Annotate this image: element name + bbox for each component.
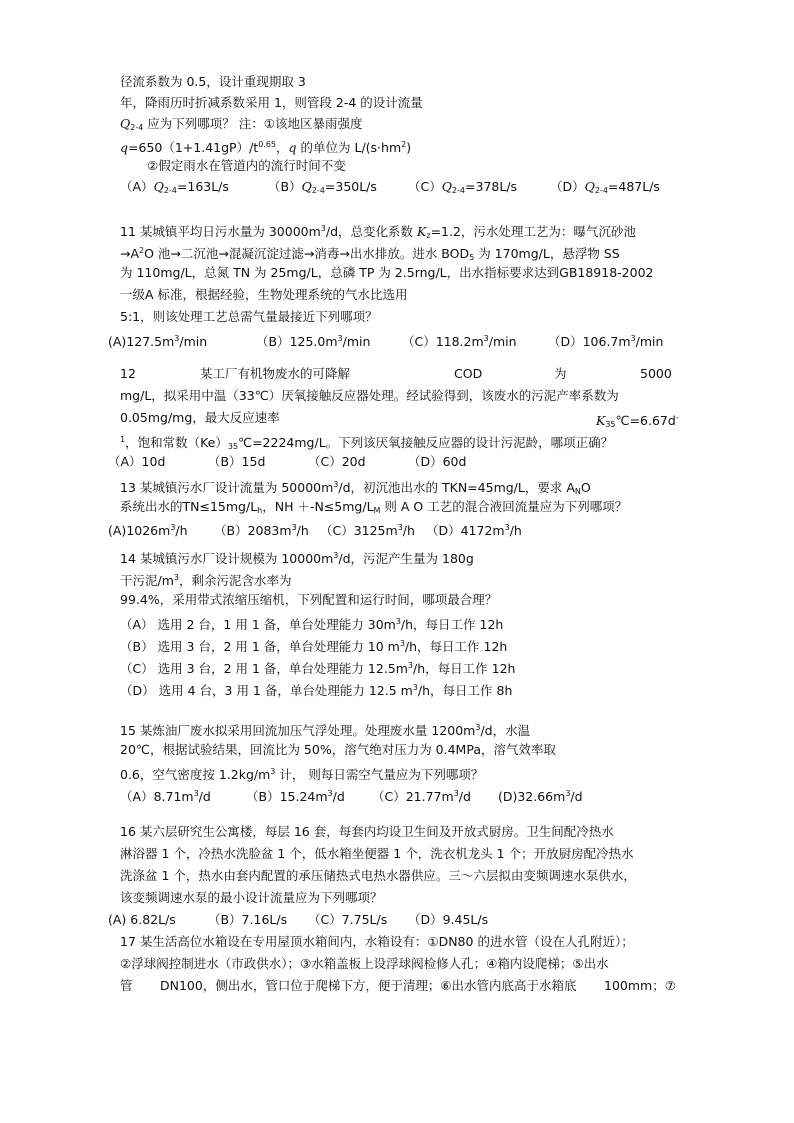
q15-option-c-label: （C） (371, 789, 406, 804)
q12-line-4 (120, 432, 613, 455)
q11-option-b-sup: 3 (337, 334, 343, 343)
q15-line-1-a: 15 某炼油厂废水拟采用回流加压气浮处理。处理废水量 1200m (120, 723, 476, 738)
q11-option-b-unit: /min (342, 334, 371, 349)
q13-option-d-unit: /h (509, 523, 522, 538)
q13-line-1-b: /d，初沉池出水的 TKN=45mg/L，要求 A (338, 480, 575, 495)
q14-line-2-a: 干污泥/m (120, 573, 174, 588)
q16-option-c: （C）7.75L/s (307, 912, 388, 927)
q12-k-symbol: K (596, 413, 606, 428)
q10-option-c-label: （C） (407, 179, 442, 194)
q11-k-symbol: K (417, 224, 427, 239)
q15-option-d-value: 32.66m (517, 789, 566, 804)
q10-option-a-value: =163L/s (176, 179, 229, 194)
q15-option-a-label: （A） (120, 789, 154, 804)
q11-option-a (108, 331, 252, 350)
q15-option-d-label: (D) (497, 789, 518, 804)
q14-line-2-sup: 3 (173, 573, 179, 582)
q15-option-c (372, 786, 494, 805)
q15-option-c-value: 21.77m (405, 789, 454, 804)
q10-option-c (408, 179, 546, 199)
q14-option-d-label: （D） (120, 683, 155, 698)
q15-option-b (246, 786, 368, 805)
q10-line-5: ②假定雨水在管道内的流行时间不变 (147, 158, 346, 173)
q12-option-a: （A）10d (108, 454, 166, 469)
q11-option-b-label: （B） (255, 334, 290, 349)
q11-line-2-b: O 池→二沉池→混凝沉淀过滤→消毒→出水排放。进水 BOD (144, 246, 470, 261)
q16-option-a: (A) 6.82L/s (108, 912, 176, 927)
q13-option-c-label: （C） (319, 523, 354, 538)
q11-line-1-c: =1.2，污水处理工艺为：曝气沉砂池 (430, 224, 636, 239)
q11-option-a-sup: 3 (174, 334, 180, 343)
q12-line-4-b: ℃=2224mg/L。下列该厌氧接触反应器的设计污泥龄，哪项正确？ (238, 435, 614, 450)
q13-option-c-value: 3125m (353, 523, 398, 538)
q12-line-2: mg/L，拟采用中温（33℃）厌氧接触反应器处理。经试验得到，该废水的污泥产率系数为 (120, 388, 619, 403)
q10-line-3 (120, 116, 362, 136)
q10-option-c-value: =378L/s (465, 179, 518, 194)
q14-option-c-label: （C） (120, 661, 154, 676)
q13-option-a-value: 1026m (126, 523, 171, 538)
q10-line-2: 年，降雨历时折减系数采用 1，则管段 2-4 的设计流量 (120, 95, 423, 110)
q15-line-3 (120, 764, 483, 783)
q11-option-c-value: 118.2m (435, 334, 484, 349)
q14-option-b-text: 选用 3 台，2 用 1 备，单台处理能力 10 m (153, 639, 400, 654)
q11-line-1-b: /d，总变化系数 (325, 224, 418, 239)
q11-line-2-sup: 2 (139, 246, 145, 255)
q13-option-b-value: 2083m (247, 523, 292, 538)
q11-option-c-unit: /min (488, 334, 517, 349)
q13-option-c (320, 520, 422, 539)
q10-formula-exponent: 0.65 (258, 140, 277, 149)
q14-option-c-sup: 3 (407, 661, 414, 670)
q10-q-symbol-2: q (288, 140, 297, 155)
q10-formula-comma: ， (276, 140, 289, 155)
q13-option-d-value: 4172m (460, 523, 505, 538)
q17-line-3-a: 管 (120, 978, 133, 993)
q15-option-d (498, 786, 583, 805)
q14-option-a-tail: /h，每日工作 12h (400, 617, 504, 632)
q13-line-1-sub: N (574, 487, 581, 496)
q15-line-3-a: 0.6，空气密度按 1.2kg/m (120, 767, 271, 782)
q11-option-b-value: 125.0m (289, 334, 338, 349)
q15-line-1 (120, 720, 530, 739)
q13-option-d (426, 520, 522, 539)
q15-option-a-value: 8.71m (153, 789, 194, 804)
q15-option-b-sup: 3 (327, 789, 333, 798)
q11-line-2-c: 为 170mg/L，悬浮物 SS (474, 246, 620, 261)
q12-line-4-a: ，饱和常数（Ke） (125, 435, 228, 450)
q10-option-b-symbol: Q (301, 179, 312, 194)
q10-flow-subscript: 2-4 (130, 123, 144, 132)
q14-line-2 (120, 570, 292, 589)
q16-line-2: 淋浴器 1 个，冷热水洗脸盆 1 个，低水箱坐便器 1 个，洗衣机龙头 1 个；开放厨房配冷热水 (120, 846, 634, 861)
q10-option-c-sub: 2-4 (451, 186, 466, 195)
q16-line-4: 该变频调速水泵的最小设计流量应为下列哪项？ (120, 890, 383, 905)
q14-line-2-b: ，剩余污泥含水率为 (178, 573, 292, 588)
q10-option-a (120, 179, 264, 199)
q17-line-2: ②浮球阀控制进水（市政供水）；③水箱盖板上设浮球阀检修人孔；④箱内设爬梯；⑤出水 (120, 956, 609, 971)
q13-option-c-unit: /h (402, 523, 415, 538)
q11-option-d-sup: 3 (630, 334, 636, 343)
q14-option-a-sup: 3 (395, 617, 401, 626)
q12-options (108, 454, 466, 470)
q13-line-2-c: 则 A O 工艺的混合液回流量应为下列哪项？ (380, 499, 628, 514)
q12-k-subscript: 35 (605, 420, 616, 429)
q14-line-1-a: 14 某城镇污水厂设计规模为 10000m (120, 551, 334, 566)
q14-option-b-label: （B） (120, 639, 154, 654)
q11-options (108, 331, 663, 350)
q11-k-subscript: z (426, 231, 431, 240)
q10-option-d-label: （D） (549, 179, 585, 194)
q11-option-a-unit: /min (179, 334, 208, 349)
q12-line-1-a: 某工厂有机物废水的可降解 (200, 366, 351, 381)
q11-option-c (402, 331, 544, 350)
q10-flow-symbol: Q (120, 116, 131, 131)
q17-line-3-b: DN100，侧出水，管口位于爬梯下方，便于清理；⑥出水管内底高于水箱底 (160, 978, 577, 993)
q12-line-3-a: 0.05mg/mg，最大反应速率 (120, 410, 280, 425)
q15-option-d-unit: /d (570, 789, 583, 804)
q12-option-b: （B）15d (207, 454, 266, 469)
q10-option-d-sub: 2-4 (594, 186, 608, 195)
q12-line-1-d: 5000 (640, 366, 672, 381)
q14-option-d-text: 选用 4 台，3 用 1 备，单台处理能力 12.5 m (154, 683, 413, 698)
q13-line-1-a: 13 某城镇污水厂设计流量为 50000m (120, 480, 334, 495)
q11-option-d (548, 331, 664, 350)
q16-options (108, 912, 488, 928)
q15-option-c-unit: /d (458, 789, 471, 804)
q11-line-2-a: →A (120, 246, 140, 261)
q15-option-a-unit: /d (198, 789, 211, 804)
q13-option-a-unit: /h (175, 523, 188, 538)
q13-option-a (108, 520, 210, 539)
q10-options (120, 179, 660, 199)
q13-line-2-b: ，NH ＋-N≤5mg/L (262, 499, 374, 514)
q15-option-c-sup: 3 (453, 789, 459, 798)
q13-option-d-label: （D） (425, 523, 461, 538)
q15-line-3-sup: 3 (270, 767, 276, 776)
q14-option-b-sup: 3 (399, 639, 405, 648)
q11-option-d-value: 106.7m (582, 334, 631, 349)
q14-option-a-text: 选用 2 台，1 用 1 备，单台处理能力 30m (153, 617, 396, 632)
q10-option-d (550, 179, 660, 199)
q13-line-1 (120, 477, 591, 500)
q15-option-b-value: 15.24m (279, 789, 328, 804)
q16-line-1: 16 某六层研究生公寓楼，每层 16 套，每套内均设卫生间及开放式厨房。卫生间配冷热水 (120, 824, 614, 839)
q12-k-value: ℃=6.67d (615, 413, 676, 428)
q10-option-d-value: =487L/s (607, 179, 660, 194)
q13-option-b (214, 520, 316, 539)
q10-option-d-symbol: Q (584, 179, 595, 194)
q10-q-symbol: q (120, 140, 129, 155)
q15-option-a (120, 786, 242, 805)
q10-line-1: 径流系数为 0.5，设计重现期取 3 (120, 74, 306, 89)
q10-option-b (268, 179, 404, 199)
q12-k-sup: - (675, 413, 679, 422)
q15-option-b-label: （B） (245, 789, 280, 804)
q10-option-c-symbol: Q (441, 179, 452, 194)
q13-option-b-label: （B） (213, 523, 248, 538)
q11-line-1-a: 11 某城镇平均日污水量为 30000m (120, 224, 321, 239)
q13-line-1-sup: 3 (333, 480, 339, 489)
q13-line-2-a: 系统出水的TN≤15mg/L (120, 499, 258, 514)
q16-option-d: （D）9.45L/s (407, 912, 489, 927)
q14-option-c-text: 选用 3 台，2 用 1 备，单台处理能力 12.5m (153, 661, 408, 676)
q17-line-1: 17 某生活高位水箱设在专用屋顶水箱间内，水箱设有：①DN80 的进水管（设在人孔附近）； (120, 934, 634, 949)
q14-option-d-tail: /h，每日工作 8h (417, 683, 513, 698)
q12-line-1-c: 为 (554, 366, 567, 381)
q13-option-b-sup: 3 (291, 523, 297, 532)
q10-option-a-sub: 2-4 (163, 186, 177, 195)
q10-option-a-label: （A） (120, 179, 154, 194)
q11-option-a-label: (A) (108, 334, 127, 349)
q13-option-a-sup: 3 (170, 523, 176, 532)
q15-line-2: 20℃，根据试验结果，回流比为 50%，溶气绝对压力为 0.4MPa，溶气效率取 (120, 742, 556, 757)
q11-option-d-label: （D） (547, 334, 583, 349)
q14-line-1-b: /d，污泥产生量为 180g (338, 551, 474, 566)
q12-line-1-b: COD (454, 366, 483, 381)
q13-line-2-sub-2: M (373, 506, 381, 515)
q10-option-b-label: （B） (267, 179, 302, 194)
q13-options (108, 520, 522, 539)
q14-option-a (120, 614, 503, 633)
q10-unit-square: 2 (401, 140, 407, 149)
q13-option-a-label: (A) (108, 523, 127, 538)
q12-number: 12 (120, 366, 136, 381)
q10-unit-close: ) (406, 140, 412, 155)
q14-option-b (120, 636, 507, 655)
q14-line-1 (120, 548, 474, 567)
q11-option-c-sup: 3 (483, 334, 489, 343)
q11-option-b (256, 331, 398, 350)
q13-line-1-c: O (580, 480, 591, 495)
q14-option-d-sup: 3 (412, 683, 418, 692)
q17-line-3-c: 100mm；⑦ (604, 978, 676, 993)
q12-option-c: （C）20d (307, 454, 366, 469)
q11-line-2-sub: 5 (469, 253, 475, 262)
q11-line-2 (120, 243, 620, 266)
q10-line-3-text: 应为下列哪项？ 注：①该地区暴雨强度 (143, 116, 363, 131)
q13-option-d-sup: 3 (504, 523, 510, 532)
q14-option-a-label: （A） (120, 617, 154, 632)
q11-line-4: 一级A 标准，根据经验，生物处理系统的气水比选用 (120, 287, 408, 302)
q16-line-3: 洗涤盆 1 个，热水由套内配置的承压储热式电热水器供应。三～六层拟由变频调速水泵供水， (120, 868, 636, 883)
q14-line-1-sup: 3 (333, 551, 339, 560)
q10-option-b-sub: 2-4 (311, 186, 325, 195)
q11-line-1 (120, 221, 636, 244)
q13-line-2-sub: h (257, 506, 263, 515)
q12-line-4-sup: 1 (120, 435, 126, 444)
q10-unit-text: 的单位为 L/(s·hm (296, 140, 402, 155)
q14-option-c (120, 658, 515, 677)
q11-option-a-value: 127.5m (126, 334, 175, 349)
q12-option-d: （D）60d (407, 454, 467, 469)
q15-line-1-sup: 3 (475, 723, 481, 732)
q10-line-4 (120, 137, 411, 156)
q15-option-a-sup: 3 (193, 789, 199, 798)
q11-line-3: 为 110mg/L，总氮 TN 为 25mg/L，总磷 TP 为 2.5rng/L，出水指标要求达到GB18918-2002 (120, 265, 654, 280)
q14-option-d (120, 680, 512, 699)
q14-line-3: 99.4%，采用带式浓缩压缩机，下列配置和运行时间，哪项最合理？ (120, 592, 498, 607)
q13-line-2 (120, 499, 627, 519)
q16-option-b: （B）7.16L/s (207, 912, 288, 927)
q11-line-5: 5:1，则该处理工艺总需气量最接近下列哪项？ (120, 309, 378, 324)
q15-line-3-b: 计， 则每日需空气量应为下列哪项？ (275, 767, 484, 782)
q11-line-1-sup: 3 (320, 224, 326, 233)
q14-option-c-tail: /h，每日工作 12h (413, 661, 516, 676)
q10-option-b-value: =350L/s (324, 179, 377, 194)
q15-option-d-sup: 3 (565, 789, 571, 798)
q10-option-a-symbol: Q (153, 179, 164, 194)
q12-line-3-b (596, 410, 679, 433)
q13-option-b-unit: /h (296, 523, 309, 538)
q14-option-b-tail: /h，每日工作 12h (404, 639, 508, 654)
q12-line-4-sub: 35 (227, 442, 239, 451)
q15-options (120, 786, 583, 805)
q10-formula: =650（1+1.41gP）/t (128, 140, 259, 155)
q11-option-d-unit: /min (635, 334, 664, 349)
q15-line-1-b: /d，水温 (480, 723, 531, 738)
q11-option-c-label: （C） (401, 334, 436, 349)
q13-option-c-sup: 3 (397, 523, 403, 532)
q15-option-b-unit: /d (332, 789, 345, 804)
